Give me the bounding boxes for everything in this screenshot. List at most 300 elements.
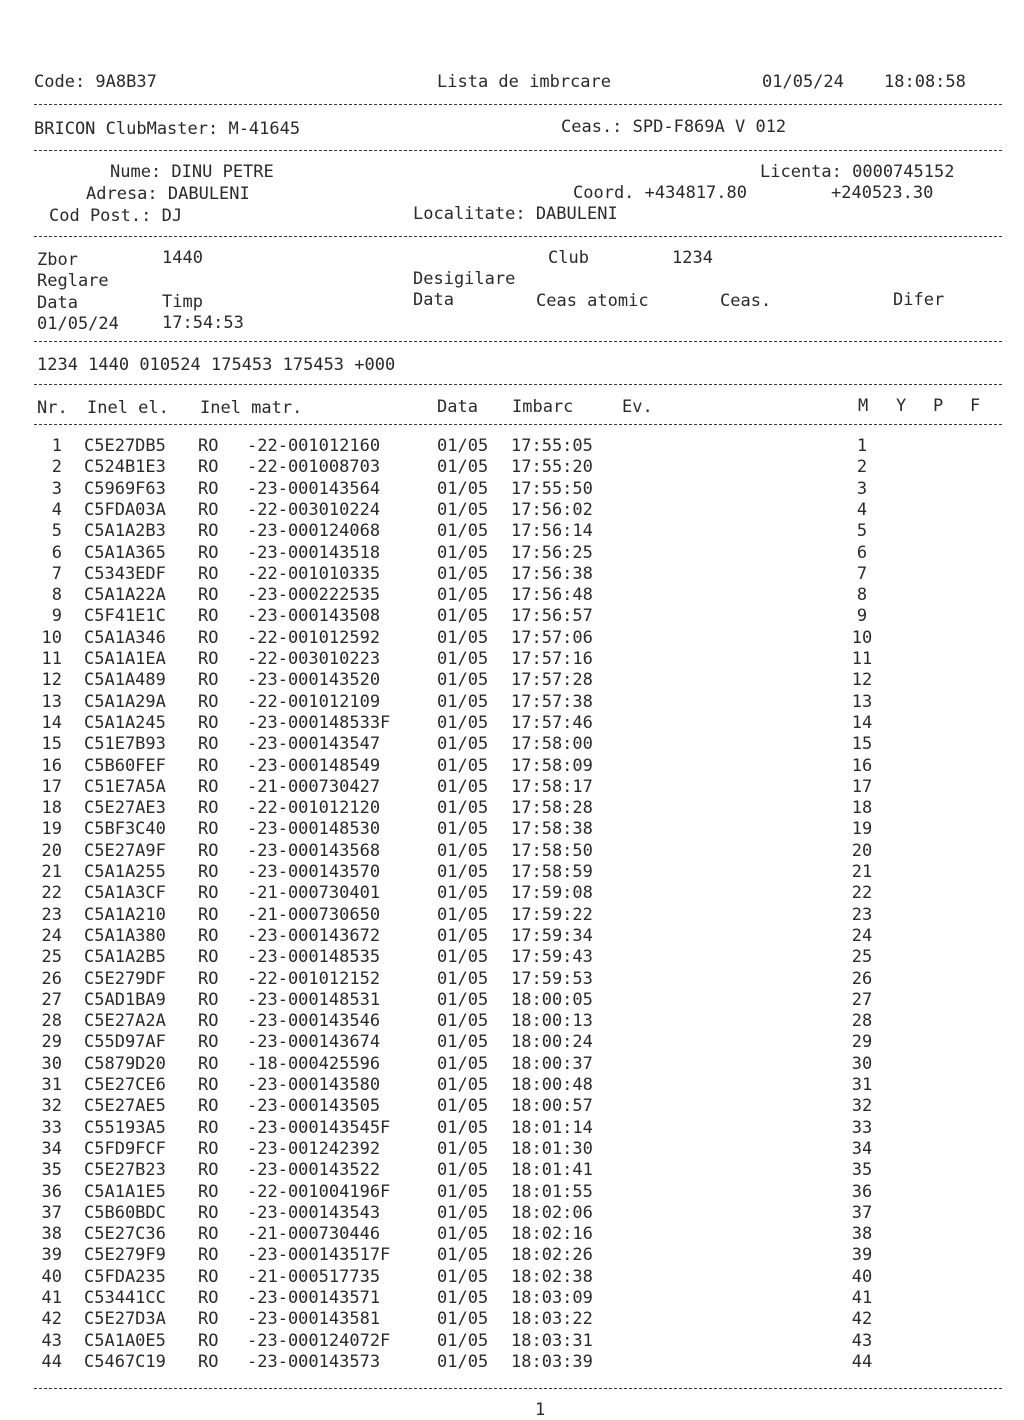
- electronic-ring: C5A1A210: [84, 904, 166, 925]
- mark-m: 31: [851, 1075, 873, 1095]
- electronic-ring: C5A1A365: [84, 542, 166, 563]
- electronic-ring: C5E27D3A: [84, 1309, 166, 1330]
- country-code: RO: [198, 691, 219, 712]
- separator-line: [34, 104, 1002, 105]
- row-number: 1: [51, 436, 62, 456]
- separator-line: [34, 1388, 1002, 1389]
- table-row: [0, 1267, 1024, 1288]
- country-code: RO: [198, 819, 219, 840]
- page-number: 1: [535, 1400, 546, 1420]
- electronic-ring: C5A1A380: [84, 925, 166, 946]
- separator-line: [34, 236, 1002, 237]
- country-code: RO: [198, 1053, 219, 1074]
- timp-label: Timp: [162, 292, 203, 312]
- electronic-ring: C5E279F9: [84, 1245, 166, 1266]
- mark-m: 24: [851, 925, 873, 946]
- ring-number: -23-000143580: [247, 1075, 381, 1095]
- row-number: 27: [41, 989, 62, 1010]
- basket-time: 17:56:48: [511, 585, 593, 606]
- mark-m: 39: [851, 1245, 873, 1266]
- club-value: 1234: [672, 248, 713, 268]
- row-number: 35: [41, 1160, 62, 1181]
- ring-number: -23-000143543: [247, 1202, 381, 1223]
- arrival-date: 01/05: [437, 499, 489, 520]
- row-number: 11: [41, 649, 62, 669]
- row-number: 24: [41, 925, 62, 946]
- column-header-imbarc: Imbarc: [512, 397, 574, 417]
- country-code: RO: [198, 968, 219, 989]
- row-number: 17: [41, 776, 62, 797]
- table-row: [0, 990, 1024, 1011]
- electronic-ring: C5343EDF: [84, 563, 166, 584]
- table-row: [0, 926, 1024, 947]
- country-code: RO: [198, 712, 219, 733]
- mark-m: 9: [856, 606, 868, 627]
- mark-m: 37: [851, 1202, 873, 1223]
- arrival-date: 01/05: [437, 542, 489, 563]
- ring-number: -22-003010223: [247, 649, 381, 669]
- row-number: 30: [41, 1053, 62, 1074]
- ring-number: -22-001010335: [247, 563, 381, 584]
- table-row: [0, 521, 1024, 542]
- row-number: 22: [41, 883, 62, 904]
- mark-m: 41: [851, 1288, 873, 1308]
- mark-m: 44: [851, 1351, 873, 1372]
- arrival-date: 01/05: [437, 947, 489, 968]
- table-row: [0, 969, 1024, 990]
- table-row: [0, 1011, 1024, 1032]
- electronic-ring: C51E7A5A: [84, 776, 166, 797]
- country-code: RO: [198, 1309, 219, 1330]
- country-code: RO: [198, 798, 219, 819]
- mark-m: 17: [851, 776, 873, 797]
- separator-line: [34, 341, 1002, 342]
- row-number: 15: [41, 734, 62, 755]
- row-number: 42: [41, 1309, 62, 1330]
- ring-number: -23-000143545F: [247, 1117, 391, 1138]
- mark-m: 25: [851, 947, 873, 968]
- print-time: 18:08:58: [884, 72, 966, 92]
- country-code: RO: [198, 1011, 219, 1032]
- table-row: [0, 649, 1024, 670]
- flight-value: 1440: [162, 248, 203, 268]
- mark-m: 34: [851, 1138, 873, 1159]
- country-code: RO: [198, 1288, 219, 1308]
- mark-m: 16: [851, 755, 873, 776]
- table-row: [0, 479, 1024, 500]
- ring-number: -23-001242392: [247, 1138, 381, 1159]
- country-code: RO: [198, 1181, 219, 1202]
- basket-time: 18:01:14: [511, 1117, 593, 1138]
- country-code: RO: [198, 989, 219, 1010]
- electronic-ring: C5A1A245: [84, 712, 166, 733]
- electronic-ring: C5A1A2B5: [84, 947, 166, 968]
- arrival-date: 01/05: [437, 840, 489, 861]
- table-row: [0, 734, 1024, 755]
- row-number: 9: [51, 606, 62, 627]
- ring-number: -23-000143564: [247, 478, 381, 499]
- ring-number: -23-000143547: [247, 734, 381, 755]
- country-code: RO: [198, 457, 219, 478]
- table-row: [0, 1182, 1024, 1203]
- basket-time: 18:00:37: [511, 1053, 593, 1074]
- ring-number: -23-000143546: [247, 1011, 381, 1032]
- ring-number: -22-001008703: [247, 457, 381, 478]
- row-number: 39: [41, 1245, 62, 1266]
- mark-m: 12: [851, 670, 873, 691]
- clock-id: Ceas.: SPD-F869A V 012: [561, 117, 787, 137]
- row-number: 6: [51, 542, 62, 563]
- mark-m: 27: [851, 989, 873, 1010]
- row-number: 26: [41, 968, 62, 989]
- mark-m: 36: [851, 1181, 873, 1202]
- table-row: [0, 841, 1024, 862]
- electronic-ring: C5A1A0E5: [84, 1330, 166, 1351]
- row-number: 10: [41, 627, 62, 648]
- electronic-ring: C5A1A1E5: [84, 1181, 166, 1202]
- row-number: 13: [41, 691, 62, 712]
- row-number: 4: [51, 499, 62, 520]
- column-header-f: F: [970, 396, 981, 416]
- country-code: RO: [198, 840, 219, 861]
- arrival-date: 01/05: [437, 904, 489, 925]
- basket-time: 18:00:57: [511, 1096, 593, 1117]
- ring-number: -23-000148535: [247, 947, 381, 968]
- arrival-date: 01/05: [437, 457, 489, 478]
- ring-number: -22-001012120: [247, 798, 381, 819]
- column-header-m: M: [858, 396, 869, 416]
- ceas-label: Ceas.: [720, 291, 772, 311]
- arrival-date: 01/05: [437, 1202, 489, 1223]
- table-row: [0, 606, 1024, 627]
- arrival-date: 01/05: [437, 670, 489, 691]
- row-number: 44: [41, 1351, 62, 1372]
- electronic-ring: C5E27A2A: [84, 1011, 166, 1032]
- country-code: RO: [198, 521, 219, 542]
- mark-m: 33: [851, 1117, 873, 1138]
- row-number: 7: [51, 563, 62, 584]
- arrival-date: 01/05: [437, 585, 489, 606]
- mark-m: 19: [851, 819, 873, 840]
- arrival-date: 01/05: [437, 798, 489, 819]
- country-code: RO: [198, 1266, 219, 1287]
- ceas-atomic-label: Ceas atomic: [536, 291, 649, 311]
- arrival-date: 01/05: [437, 606, 489, 627]
- mark-m: 32: [851, 1096, 873, 1117]
- table-row: [0, 1288, 1024, 1309]
- country-code: RO: [198, 925, 219, 946]
- arrival-date: 01/05: [437, 691, 489, 712]
- row-number: 43: [41, 1330, 62, 1351]
- row-number: 23: [41, 904, 62, 925]
- electronic-ring: C5FD9FCF: [84, 1138, 166, 1159]
- country-code: RO: [198, 1202, 219, 1223]
- mark-m: 5: [856, 521, 868, 542]
- basket-time: 17:58:59: [511, 862, 593, 882]
- arrival-date: 01/05: [437, 862, 489, 882]
- arrival-date: 01/05: [437, 1075, 489, 1095]
- mark-m: 20: [851, 840, 873, 861]
- owner-locality: Localitate: DABULENI: [413, 204, 618, 224]
- arrival-date: 01/05: [437, 1330, 489, 1351]
- ring-number: -21-000517735: [247, 1266, 381, 1287]
- arrival-date: 01/05: [437, 649, 489, 669]
- ring-number: -22-001012109: [247, 691, 381, 712]
- mark-m: 13: [851, 691, 873, 712]
- ring-number: -18-000425596: [247, 1053, 381, 1074]
- basket-time: 17:58:50: [511, 840, 593, 861]
- basket-time: 17:57:38: [511, 691, 593, 712]
- row-number: 33: [41, 1117, 62, 1138]
- table-row: [0, 692, 1024, 713]
- country-code: RO: [198, 670, 219, 691]
- column-header-data: Data: [437, 397, 478, 417]
- row-number: 38: [41, 1224, 62, 1245]
- table-row: [0, 1245, 1024, 1266]
- basket-time: 17:55:20: [511, 457, 593, 478]
- table-row: [0, 905, 1024, 926]
- electronic-ring: C5879D20: [84, 1053, 166, 1074]
- country-code: RO: [198, 563, 219, 584]
- ring-number: -23-000148533F: [247, 712, 391, 733]
- electronic-ring: C5B60FEF: [84, 755, 166, 776]
- mark-m: 38: [851, 1224, 873, 1245]
- basket-time: 18:00:24: [511, 1032, 593, 1053]
- country-code: RO: [198, 883, 219, 904]
- table-row: [0, 670, 1024, 691]
- arrival-date: 01/05: [437, 1181, 489, 1202]
- electronic-ring: C5969F63: [84, 478, 166, 499]
- row-number: 3: [51, 478, 62, 499]
- owner-license: Licenta: 0000745152: [760, 162, 955, 182]
- mark-m: 15: [851, 734, 873, 755]
- mark-m: 42: [851, 1309, 873, 1330]
- electronic-ring: C5E27C36: [84, 1224, 166, 1245]
- separator-line: [34, 150, 1002, 151]
- table-row: [0, 564, 1024, 585]
- country-code: RO: [198, 1245, 219, 1266]
- country-code: RO: [198, 904, 219, 925]
- country-code: RO: [198, 1117, 219, 1138]
- basket-time: 17:56:57: [511, 606, 593, 627]
- table-row: [0, 1075, 1024, 1096]
- country-code: RO: [198, 1330, 219, 1351]
- table-row: [0, 1160, 1024, 1181]
- ring-number: -23-000222535: [247, 585, 381, 606]
- ring-number: -23-000148530: [247, 819, 381, 840]
- table-row: [0, 1054, 1024, 1075]
- electronic-ring: C5FDA03A: [84, 499, 166, 520]
- mark-m: 21: [851, 862, 873, 882]
- table-row: [0, 777, 1024, 798]
- mark-m: 18: [851, 798, 873, 819]
- difer-label: Difer: [893, 290, 945, 310]
- electronic-ring: C5BF3C40: [84, 819, 166, 840]
- basket-time: 18:03:39: [511, 1351, 593, 1372]
- ring-number: -23-000143508: [247, 606, 381, 627]
- coord-longitude: +240523.30: [831, 183, 934, 203]
- electronic-ring: C5E27DB5: [84, 436, 166, 456]
- reglare-date: 01/05/24: [37, 314, 119, 334]
- ring-number: -23-000148549: [247, 755, 381, 776]
- coord-latitude: Coord. +434817.80: [573, 183, 747, 203]
- country-code: RO: [198, 627, 219, 648]
- arrival-date: 01/05: [437, 521, 489, 542]
- electronic-ring: C5A1A29A: [84, 691, 166, 712]
- arrival-date: 01/05: [437, 1224, 489, 1245]
- ring-number: -21-000730401: [247, 883, 381, 904]
- electronic-ring: C5F41E1C: [84, 606, 166, 627]
- document-code: Code: 9A8B37: [34, 72, 157, 92]
- table-row: [0, 1203, 1024, 1224]
- arrival-date: 01/05: [437, 627, 489, 648]
- electronic-ring: C5E27B23: [84, 1160, 166, 1181]
- country-code: RO: [198, 499, 219, 520]
- arrival-date: 01/05: [437, 925, 489, 946]
- basket-time: 18:01:41: [511, 1160, 593, 1181]
- ring-number: -22-003010224: [247, 499, 381, 520]
- mark-m: 3: [856, 478, 868, 499]
- ring-number: -23-000143517F: [247, 1245, 391, 1266]
- electronic-ring: C5AD1BA9: [84, 989, 166, 1010]
- basket-time: 17:58:09: [511, 755, 593, 776]
- electronic-ring: C55D97AF: [84, 1032, 166, 1053]
- basket-time: 17:58:28: [511, 798, 593, 819]
- electronic-ring: C524B1E3: [84, 457, 166, 478]
- country-code: RO: [198, 585, 219, 606]
- ring-number: -22-001012152: [247, 968, 381, 989]
- mark-m: 23: [851, 904, 873, 925]
- electronic-ring: C5E27CE6: [84, 1075, 166, 1095]
- ring-number: -22-001012592: [247, 627, 381, 648]
- table-row: [0, 756, 1024, 777]
- table-row: [0, 1118, 1024, 1139]
- table-row: [0, 947, 1024, 968]
- row-number: 37: [41, 1202, 62, 1223]
- flight-summary: 1234 1440 010524 175453 175453 +000: [37, 355, 396, 375]
- arrival-date: 01/05: [437, 1266, 489, 1287]
- electronic-ring: C5A1A255: [84, 862, 166, 882]
- basket-time: 17:56:02: [511, 499, 593, 520]
- print-date: 01/05/24: [762, 72, 844, 92]
- mark-m: 11: [851, 649, 873, 669]
- mark-m: 7: [856, 563, 868, 584]
- basket-time: 17:59:08: [511, 883, 593, 904]
- basket-time: 18:00:05: [511, 989, 593, 1010]
- arrival-date: 01/05: [437, 1160, 489, 1181]
- row-number: 21: [41, 862, 62, 882]
- country-code: RO: [198, 649, 219, 669]
- country-code: RO: [198, 1351, 219, 1372]
- electronic-ring: C5A1A1EA: [84, 649, 166, 669]
- ring-number: -23-000143522: [247, 1160, 381, 1181]
- country-code: RO: [198, 776, 219, 797]
- column-header-inel-matr: Inel matr.: [200, 398, 303, 418]
- club-label: Club: [548, 248, 589, 268]
- club-name: BRICON ClubMaster: M-41645: [34, 119, 301, 139]
- country-code: RO: [198, 1224, 219, 1245]
- table-row: [0, 1032, 1024, 1053]
- basket-time: 18:02:38: [511, 1266, 593, 1287]
- table-row: [0, 436, 1024, 457]
- table-row: [0, 798, 1024, 819]
- ring-number: -23-000124072F: [247, 1330, 391, 1351]
- basket-time: 17:59:43: [511, 947, 593, 968]
- mark-m: 22: [851, 883, 873, 904]
- basket-time: 17:56:38: [511, 563, 593, 584]
- row-number: 36: [41, 1181, 62, 1202]
- country-code: RO: [198, 1160, 219, 1181]
- country-code: RO: [198, 436, 219, 456]
- arrival-date: 01/05: [437, 436, 489, 456]
- reglare-label: Reglare: [37, 271, 109, 291]
- document-title: Lista de imbrcare: [437, 72, 611, 92]
- reglare-time: 17:54:53: [162, 313, 244, 333]
- mark-m: 40: [851, 1266, 873, 1287]
- basket-time: 17:59:53: [511, 968, 593, 989]
- electronic-ring: C5467C19: [84, 1351, 166, 1372]
- electronic-ring: C5E27AE5: [84, 1096, 166, 1117]
- owner-name: Nume: DINU PETRE: [110, 162, 274, 182]
- column-header-y: Y: [896, 396, 907, 416]
- row-number: 12: [41, 670, 62, 691]
- data-label: Data: [37, 293, 78, 313]
- basket-time: 17:57:46: [511, 712, 593, 733]
- row-number: 31: [41, 1075, 62, 1095]
- electronic-ring: C5A1A3CF: [84, 883, 166, 904]
- ring-number: -23-000143571: [247, 1288, 381, 1308]
- ring-number: -23-000143518: [247, 542, 381, 563]
- mark-m: 30: [851, 1053, 873, 1074]
- ring-number: -21-000730650: [247, 904, 381, 925]
- ring-number: -23-000143570: [247, 862, 381, 882]
- mark-m: 26: [851, 968, 873, 989]
- arrival-date: 01/05: [437, 883, 489, 904]
- basket-time: 17:58:38: [511, 819, 593, 840]
- basket-time: 17:55:05: [511, 436, 593, 456]
- electronic-ring: C5A1A22A: [84, 585, 166, 606]
- table-row: [0, 862, 1024, 883]
- table-row: [0, 1309, 1024, 1330]
- mark-m: 14: [851, 712, 873, 733]
- basket-time: 18:00:48: [511, 1075, 593, 1095]
- separator-line: [34, 384, 1002, 385]
- ring-number: -23-000148531: [247, 989, 381, 1010]
- arrival-date: 01/05: [437, 1138, 489, 1159]
- row-number: 2: [51, 457, 62, 478]
- ring-number: -21-000730446: [247, 1224, 381, 1245]
- arrival-date: 01/05: [437, 1117, 489, 1138]
- electronic-ring: C5FDA235: [84, 1266, 166, 1287]
- row-number: 19: [41, 819, 62, 840]
- row-number: 8: [51, 585, 62, 606]
- ring-number: -23-000143520: [247, 670, 381, 691]
- country-code: RO: [198, 1138, 219, 1159]
- basket-time: 17:59:34: [511, 925, 593, 946]
- arrival-date: 01/05: [437, 1309, 489, 1330]
- basket-time: 18:03:31: [511, 1330, 593, 1351]
- column-header-p: P: [933, 396, 944, 416]
- basket-time: 17:58:17: [511, 776, 593, 797]
- arrival-date: 01/05: [437, 1011, 489, 1032]
- ring-number: -23-000143581: [247, 1309, 381, 1330]
- table-row: [0, 457, 1024, 478]
- electronic-ring: C5E27AE3: [84, 798, 166, 819]
- mark-m: 1: [856, 436, 868, 456]
- row-number: 20: [41, 840, 62, 861]
- mark-m: 28: [851, 1011, 873, 1032]
- table-row: [0, 1096, 1024, 1117]
